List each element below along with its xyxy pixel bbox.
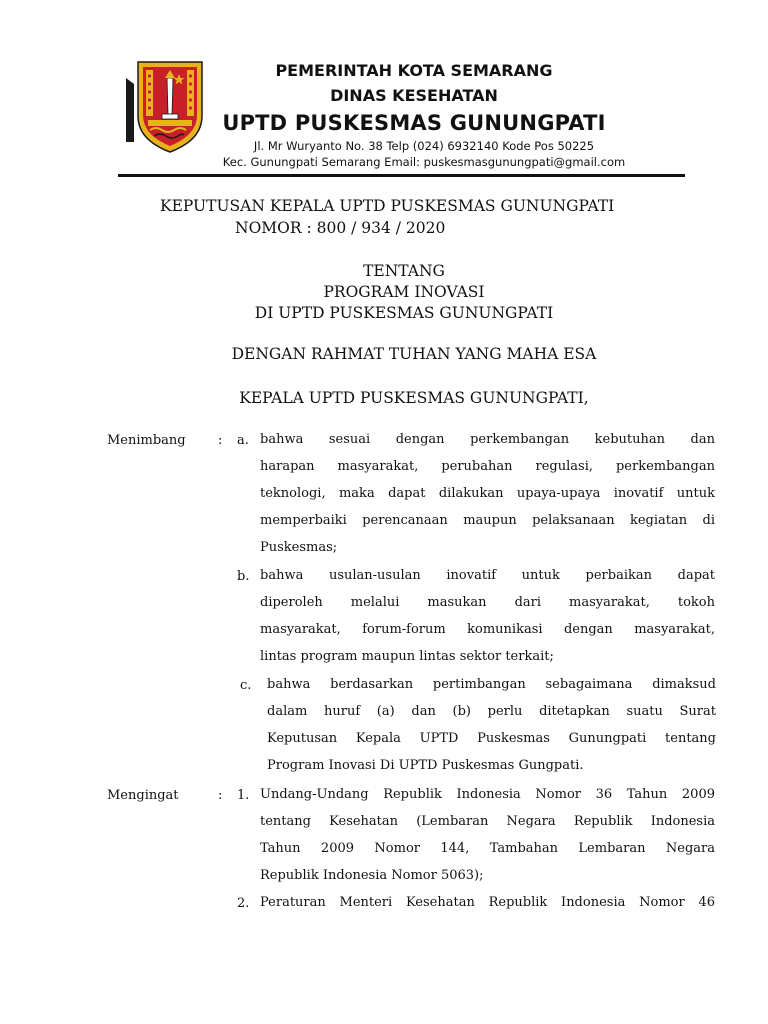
text-line: bahwa berdasarkan pertimbangan sebagaimana dimaksud (267, 677, 716, 692)
mengingat-label: Mengingat (107, 788, 179, 803)
menimbang-marker-a: a. (237, 433, 249, 448)
decree-number: NOMOR : 800 / 934 / 2020 (235, 219, 446, 237)
text-line: bahwa usulan-usulan inovatif untuk perbaikan dapat (260, 568, 715, 583)
letterhead-divider (118, 174, 685, 177)
text-line: lintas program maupun lintas sektor terkait; (260, 649, 554, 664)
text-line: masyarakat, forum-forum komunikasi dengan masyarakat, (260, 622, 715, 637)
text-line: Keputusan Kepala UPTD Puskesmas Gunungpati tentang (267, 731, 716, 746)
menimbang-item-a (260, 426, 715, 561)
letterhead (0, 0, 768, 180)
subject-line-1: PROGRAM INOVASI (323, 283, 485, 301)
official-title: KEPALA UPTD PUSKESMAS GUNUNGPATI, (239, 389, 589, 407)
subject-line-2: DI UPTD PUSKESMAS GUNUNGPATI (254, 304, 554, 322)
text-line: tentang Kesehatan (Lembaran Negara Republik Indonesia (260, 814, 715, 829)
institution-name: UPTD PUSKESMAS GUNUNGPATI (222, 111, 606, 135)
government-name: PEMERINTAH KOTA SEMARANG (275, 61, 553, 80)
text-line: harapan masyarakat, perubahan regulasi, perkembangan (260, 459, 715, 474)
text-line: memperbaiki perencanaan maupun pelaksanaan kegiatan di (260, 513, 715, 528)
menimbang-item-b (260, 562, 715, 670)
mengingat-item-1 (260, 781, 715, 889)
blessing-line: DENGAN RAHMAT TUHAN YANG MAHA ESA (231, 345, 597, 363)
menimbang-marker-c: c. (240, 678, 252, 693)
text-line: Republik Indonesia Nomor 5063); (260, 868, 484, 883)
text-line: Peraturan Menteri Kesehatan Republik Indonesia Nomor 46 (260, 895, 715, 910)
menimbang-item-c (267, 671, 716, 779)
text-line: Puskesmas; (260, 540, 338, 555)
menimbang-marker-b: b. (237, 569, 250, 584)
mengingat-colon: : (218, 788, 223, 803)
mengingat-marker-1: 1. (237, 788, 250, 803)
text-line: Tahun 2009 Nomor 144, Tambahan Lembaran Negara (260, 841, 715, 856)
text-line: Undang-Undang Republik Indonesia Nomor 36 Tahun 2009 (260, 787, 715, 802)
text-line: dalam huruf (a) dan (b) perlu ditetapkan suatu Surat (267, 704, 716, 719)
tentang-heading: TENTANG (363, 262, 445, 280)
address-line-1: Jl. Mr Wuryanto No. 38 Telp (024) 6932140 Kode Pos 50225 (253, 139, 595, 153)
department-name: DINAS KESEHATAN (330, 86, 498, 105)
menimbang-label: Menimbang (107, 433, 186, 448)
menimbang-colon: : (218, 433, 223, 448)
text-line: teknologi, maka dapat dilakukan upaya-upaya inovatif untuk (260, 486, 715, 501)
mengingat-marker-2: 2. (237, 896, 250, 911)
address-line-2: Kec. Gunungpati Semarang Email: puskesmasgunungpati@gmail.com (222, 155, 626, 169)
mengingat-item-2 (260, 889, 715, 916)
text-line: Program Inovasi Di UPTD Puskesmas Gungpati. (267, 758, 584, 773)
decree-title: KEPUTUSAN KEPALA UPTD PUSKESMAS GUNUNGPATI (160, 197, 615, 215)
text-line: bahwa sesuai dengan perkembangan kebutuhan dan (260, 432, 715, 447)
text-line: diperoleh melalui masukan dari masyarakat, tokoh (260, 595, 715, 610)
